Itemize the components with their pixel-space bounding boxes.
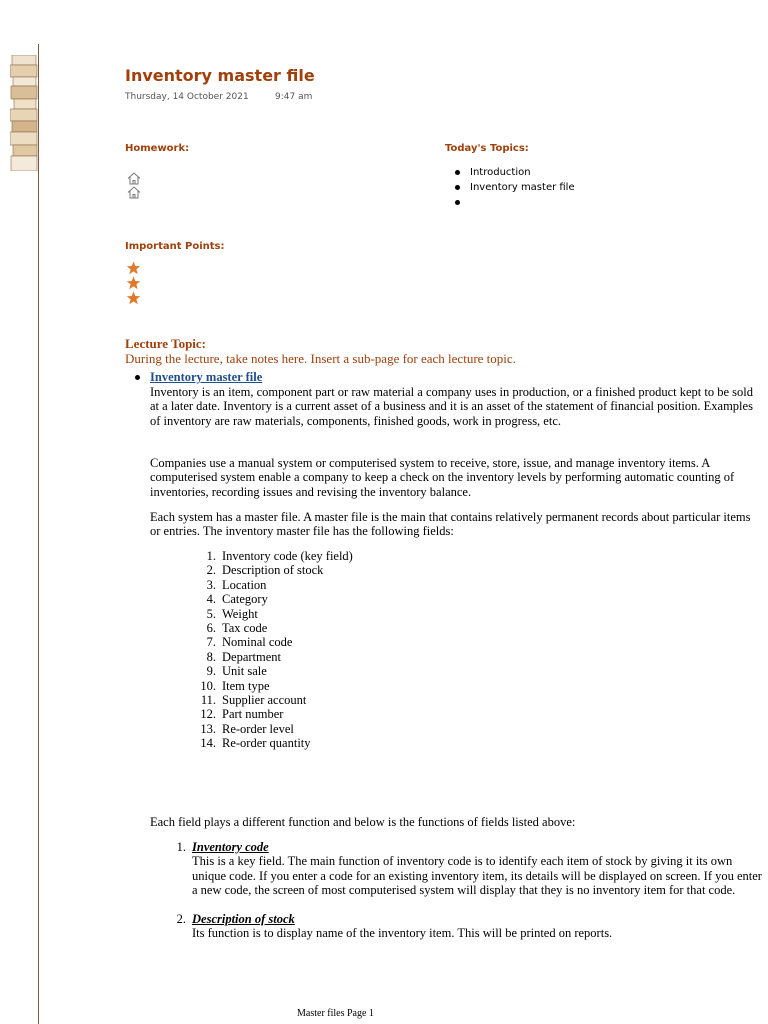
homework-checklist xyxy=(127,172,141,200)
list-number: 6. xyxy=(206,620,216,635)
field-name: Department xyxy=(222,649,282,664)
field-name: Category xyxy=(222,592,268,607)
page-time: 9:47 am xyxy=(275,92,313,102)
homework-label: Homework: xyxy=(125,143,190,154)
list-item: Inventory master file xyxy=(449,180,575,195)
paragraph: Inventory is an item, component part or raw material a company uses in production, or a finished product kept to be sold at a later date. Inventory is a current asset of a business and it is an asset of the statement of financial position. Examples of inventory are raw materials, components, finished goods, work in progress, etc. xyxy=(150,385,753,428)
function-item xyxy=(150,840,762,898)
function-title: Inventory code xyxy=(192,840,269,854)
field-name: Item type xyxy=(222,678,270,693)
list-number: 4. xyxy=(206,592,216,607)
margin-line xyxy=(38,44,39,1024)
list-number: 12. xyxy=(200,707,216,722)
field-name: Supplier account xyxy=(222,692,307,707)
function-item xyxy=(150,912,762,941)
field-name: Nominal code xyxy=(222,635,293,650)
field-name: Re-order quantity xyxy=(222,736,311,751)
field-name: Unit sale xyxy=(222,664,267,679)
field-name: Re-order level xyxy=(222,721,294,736)
list-number: 1. xyxy=(206,549,216,563)
field-name: Inventory code (key field) xyxy=(222,549,353,563)
function-title: Description of stock xyxy=(192,911,295,926)
todays-topics-label: Today's Topics: xyxy=(445,143,529,154)
list-number: 14. xyxy=(200,736,216,751)
list-number: 3. xyxy=(206,577,216,592)
list-number: 2. xyxy=(176,911,186,926)
bullet xyxy=(135,370,143,384)
list-number: 11. xyxy=(200,692,216,707)
list-number: 9. xyxy=(206,664,216,679)
list-item: Introduction xyxy=(449,165,575,180)
function-description: Its function is to display name of the inventory item. This will be printed on reports. xyxy=(192,926,613,941)
page-title: Inventory master file xyxy=(125,66,315,85)
list-number: 2. xyxy=(206,563,216,578)
field-name: Description of stock xyxy=(222,563,324,578)
page-footer: Master files Page 1 xyxy=(297,1008,374,1019)
functions-intro: Each field plays a different function and below is the functions of fields listed above: xyxy=(150,815,576,829)
important-points-label: Important Points: xyxy=(125,241,225,252)
list-number: 13. xyxy=(200,721,216,736)
inventory-master-file-link[interactable]: Inventory master file xyxy=(150,370,263,384)
list-item xyxy=(449,195,575,210)
functions-list xyxy=(150,840,762,954)
page-date: Thursday, 14 October 2021 xyxy=(125,92,249,102)
field-name: Weight xyxy=(222,606,258,621)
star-icon xyxy=(126,261,141,275)
star-icon xyxy=(126,276,141,290)
star-icon xyxy=(126,291,141,305)
paragraph: Each system has a master file. A master file is the main that contains relatively permanent records about particular items or entries. The inventory master file has the following fields: xyxy=(150,510,751,539)
lecture-instruction: During the lecture, take notes here. Insert a sub-page for each lecture topic. xyxy=(125,351,516,366)
list-number: 1. xyxy=(176,840,186,854)
field-name: Tax code xyxy=(222,620,268,635)
lecture-topic-heading: Lecture Topic: xyxy=(125,336,207,351)
house-icon[interactable] xyxy=(127,172,141,185)
field-name: Location xyxy=(222,577,267,592)
list-number: 8. xyxy=(206,649,216,664)
book-stack-icon xyxy=(10,55,38,171)
function-description: This is a key field. The main function of inventory code is to identify each item of stock by giving it its own unique code. If you enter a code for an existing inventory item, its details will be displayed on screen. If you enter a new code, the screen of most computerised system will display that they is no inventory item for that code. xyxy=(192,854,762,898)
list-number: 7. xyxy=(206,635,216,650)
paragraph: Companies use a manual system or computerised system to receive, store, issue, and manage inventory items. A computerised system enable a company to keep a check on the inventory levels by performing automatic counting of inventories, recording issues and revising the inventory balance. xyxy=(150,456,735,499)
todays-topics-list xyxy=(449,165,575,210)
list-number: 5. xyxy=(206,606,216,621)
field-name: Part number xyxy=(222,707,284,722)
important-points-list xyxy=(126,261,141,306)
house-icon[interactable] xyxy=(127,186,141,199)
list-number: 10. xyxy=(200,678,216,693)
